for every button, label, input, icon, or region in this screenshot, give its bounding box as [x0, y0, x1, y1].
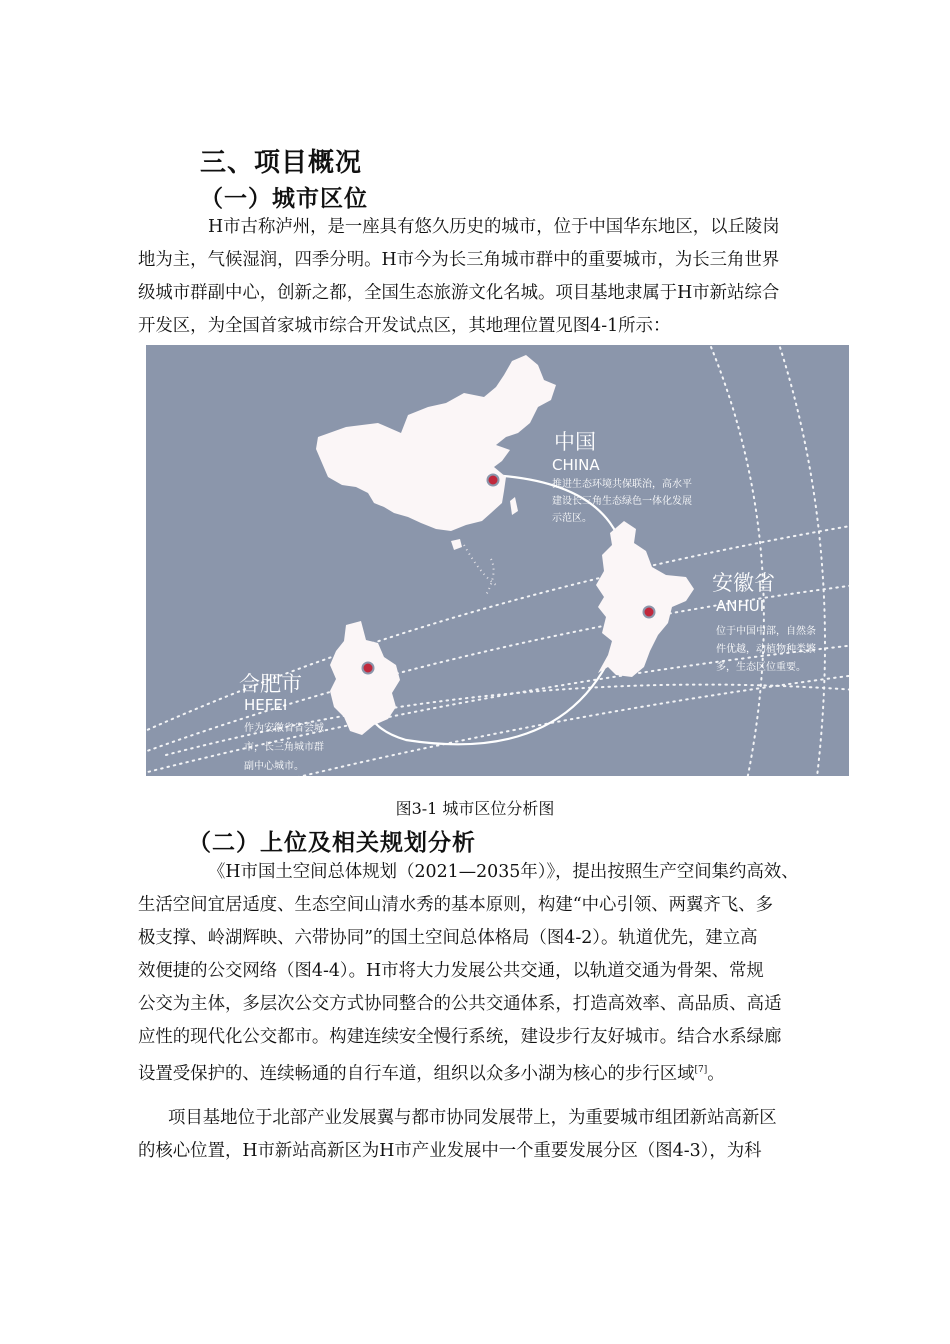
- hefei-label-en: HEFEI: [244, 696, 288, 714]
- paragraph-line: 项目基地位于北部产业发展翼与都市协同发展带上，为重要城市组团新站高新区: [168, 1108, 777, 1128]
- anhui-outline: [596, 521, 694, 677]
- south-sea-islands: [464, 545, 496, 595]
- paragraph-last-line: [138, 1054, 873, 1091]
- hefei-label-cn: 合肥市: [239, 672, 302, 696]
- anhui-desc-line: 件优越，动植物种类繁: [716, 644, 816, 655]
- anhui-location-marker: [644, 607, 655, 618]
- city-location-map: [146, 345, 849, 776]
- hefei-desc-line: 作为安徽省省会城: [244, 723, 324, 734]
- section-heading: 三、项目概况: [200, 148, 363, 178]
- map-illustration: [146, 345, 849, 776]
- sentence-end: 。: [707, 1064, 725, 1084]
- paragraph-line: 地为主，气候湿润，四季分明。H市今为长三角城市群中的重要城市，为长三角世界: [138, 250, 780, 270]
- china-outline: [316, 355, 556, 531]
- paragraph-line: H市古称泸州，是一座具有悠久历史的城市，位于中国华东地区，以丘陵岗: [208, 217, 780, 237]
- china-desc-line: 建设长三角生态绿色一体化发展: [552, 496, 692, 507]
- anhui-desc-line: 位于中国中部，自然条: [716, 626, 816, 637]
- hainan-island: [451, 539, 462, 550]
- china-desc-line: 推进生态环境共保联治，高水平: [552, 479, 692, 490]
- paragraph-line: 极支撑、岭湖辉映、六带协同”的国土空间总体格局（图4-2）。轨道优先，建立高: [138, 928, 758, 948]
- paragraph-line: 级城市群副中心，创新之都，全国生态旅游文化名城。项目基地隶属于H市新站综合: [138, 283, 780, 303]
- paragraph-location: [138, 211, 873, 343]
- paragraph-planning: [138, 856, 873, 1091]
- paragraph-line: 开发区，为全国首家城市综合开发试点区，其地理位置见图4-1所示：: [138, 316, 671, 336]
- paragraph-line: 公交为主体，多层次公交方式协同整合的公共交通体系，打造高效率、高品质、高适: [138, 994, 782, 1014]
- paragraph-line-text: 设置受保护的、连续畅通的自行车道，组织以众多小湖为核心的步行区域: [138, 1064, 695, 1084]
- hefei-location-marker: [363, 663, 374, 674]
- subsection-heading-planning: （二）上位及相关规划分析: [188, 830, 476, 856]
- anhui-label-cn: 安徽省: [712, 571, 775, 595]
- subsection-heading-location: （一）城市区位: [200, 186, 368, 212]
- china-desc-line: 示范区。: [552, 513, 592, 524]
- hefei-desc-line: 副中心城市。: [244, 761, 304, 772]
- anhui-label-en: ANHUI: [716, 597, 765, 615]
- china-location-marker: [488, 475, 499, 486]
- paragraph-project-site: [138, 1102, 873, 1168]
- figure-caption: 图3-1 城市区位分析图: [395, 799, 555, 818]
- china-label-cn: 中国: [554, 430, 596, 454]
- paragraph-line: 效便捷的公交网络（图4-4）。H市将大力发展公共交通，以轨道交通为骨架、常规: [138, 961, 764, 981]
- paragraph-line: 应性的现代化公交都市。构建连续安全慢行系统，建设步行友好城市。结合水系绿廊: [138, 1027, 782, 1047]
- citation-reference: [7]: [694, 1065, 708, 1075]
- paragraph-line: 《H市国土空间总体规划（2021—2035年）》，提出按照生产空间集约高效、: [208, 862, 799, 882]
- taiwan-island: [510, 497, 518, 515]
- paragraph-line: 生活空间宜居适度、生态空间山清水秀的基本原则，构建“中心引领、两翼齐飞、多: [138, 895, 773, 915]
- paragraph-line: 的核心位置，H市新站高新区为H市产业发展中一个重要发展分区（图4-3），为科: [138, 1141, 762, 1161]
- anhui-desc-line: 多，生态区位重要。: [716, 662, 806, 673]
- hefei-desc-line: 市，长三角城市群: [244, 742, 324, 753]
- china-label-en: CHINA: [552, 456, 600, 474]
